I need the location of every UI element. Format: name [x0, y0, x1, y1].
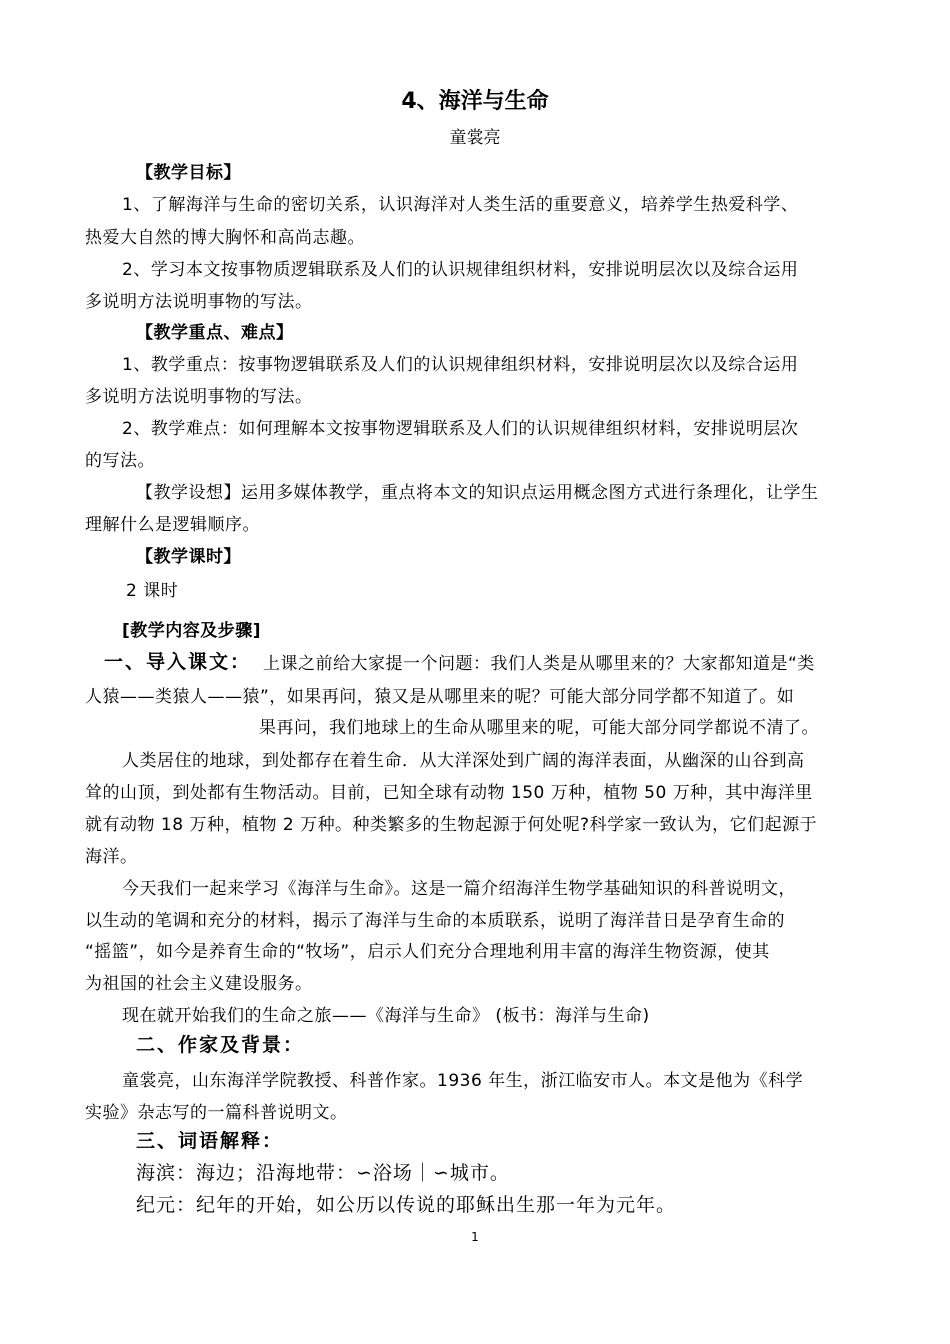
section1-p2-line4: 海洋。 — [85, 847, 138, 867]
steps-heading: [教学内容及步骤] — [122, 621, 262, 641]
section1-p4-line1: 现在就开始我们的生命之旅——《海洋与生命》 (板书：海洋与生命) — [122, 1006, 650, 1026]
section3-heading: 三、词语解释： — [136, 1130, 284, 1152]
section3-line1: 海滨：海边；沿海地带：∽浴场｜∽城市。 — [136, 1162, 510, 1184]
section1-line3: 果再问，我们地球上的生命从哪里来的呢，可能大部分同学都说不清了。 — [259, 718, 819, 738]
section1-p2-line2: 耸的山顶，到处都有生物活动。目前，已知全球有动物 150 万种，植物 50 万种，其中海洋里 — [85, 783, 813, 803]
section1-p3-line1: 今天我们一起来学习《海洋与生命》。这是一篇介绍海洋生物学基础知识的科普说明文， — [122, 879, 796, 899]
section2-line2: 实验》杂志写的一篇科普说明文。 — [85, 1103, 348, 1123]
hours-heading: 【教学课时】 — [136, 547, 241, 567]
keypoints-item2-line2: 的写法。 — [85, 451, 155, 471]
section1-line2: 人猿——类猿人——猿”，如果再问，猿又是从哪里来的呢？可能大部分同学都不知道了。如 — [85, 687, 795, 707]
author-name: 童裳亮 — [449, 128, 501, 148]
design-line1: 【教学设想】运用多媒体教学，重点将本文的知识点运用概念图方式进行条理化，让学生 — [136, 483, 819, 503]
goals-item1-line2: 热爱大自然的博大胸怀和高尚志趣。 — [85, 228, 365, 248]
section2-line1: 童裳亮，山东海洋学院教授、科普作家。1936 年生，浙江临安市人。本文是他为《科学 — [122, 1071, 804, 1091]
goals-item2-line1: 2、学习本文按事物质逻辑联系及人们的认识规律组织材料，安排说明层次以及综合运用 — [122, 260, 799, 280]
document-title: 4、海洋与生命 — [401, 89, 549, 114]
goals-item2-line2: 多说明方法说明事物的写法。 — [85, 292, 313, 312]
design-line2: 理解什么是逻辑顺序。 — [85, 515, 260, 535]
hours-value: 2 课时 — [126, 581, 179, 601]
section1-p2-line3: 就有动物 18 万种，植物 2 万种。种类繁多的生物起源于何处呢?科学家一致认为，它们起源于 — [85, 815, 818, 835]
keypoints-item1-line2: 多说明方法说明事物的写法。 — [85, 387, 313, 407]
goals-heading: 【教学目标】 — [136, 163, 241, 183]
goals-item1-line1: 1、了解海洋与生命的密切关系，认识海洋对人类生活的重要意义，培养学生热爱科学、 — [122, 195, 799, 215]
section1-heading: 一、导入课文： — [104, 651, 252, 673]
keypoints-item1-line1: 1、教学重点：按事物逻辑联系及人们的认识规律组织材料，安排说明层次以及综合运用 — [122, 355, 799, 375]
keypoints-item2-line1: 2、教学难点：如何理解本文按事物逻辑联系及人们的认识规律组织材料，安排说明层次 — [122, 419, 799, 439]
section1-p3-line3: “摇篮”，如今是养育生命的“牧场”，启示人们充分合理地利用丰富的海洋生物资源，使其 — [85, 942, 770, 962]
page-number: 1 — [471, 1230, 479, 1244]
section3-line2: 纪元：纪年的开始，如公历以传说的耶稣出生那一年为元年。 — [136, 1194, 677, 1216]
section2-heading: 二、作家及背景： — [136, 1034, 305, 1056]
section1-p3-line4: 为祖国的社会主义建设服务。 — [85, 974, 313, 994]
section1-p2-line1: 人类居住的地球，到处都存在着生命．从大洋深处到广阔的海洋表面，从幽深的山谷到高 — [122, 751, 805, 771]
section1-line1: 上课之前给大家提一个问题：我们人类是从哪里来的？大家都知道是“类 — [263, 654, 815, 674]
section1-p3-line2: 以生动的笔调和充分的材料，揭示了海洋与生命的本质联系，说明了海洋昔日是孕育生命的 — [85, 911, 785, 931]
keypoints-heading: 【教学重点、难点】 — [136, 323, 294, 343]
